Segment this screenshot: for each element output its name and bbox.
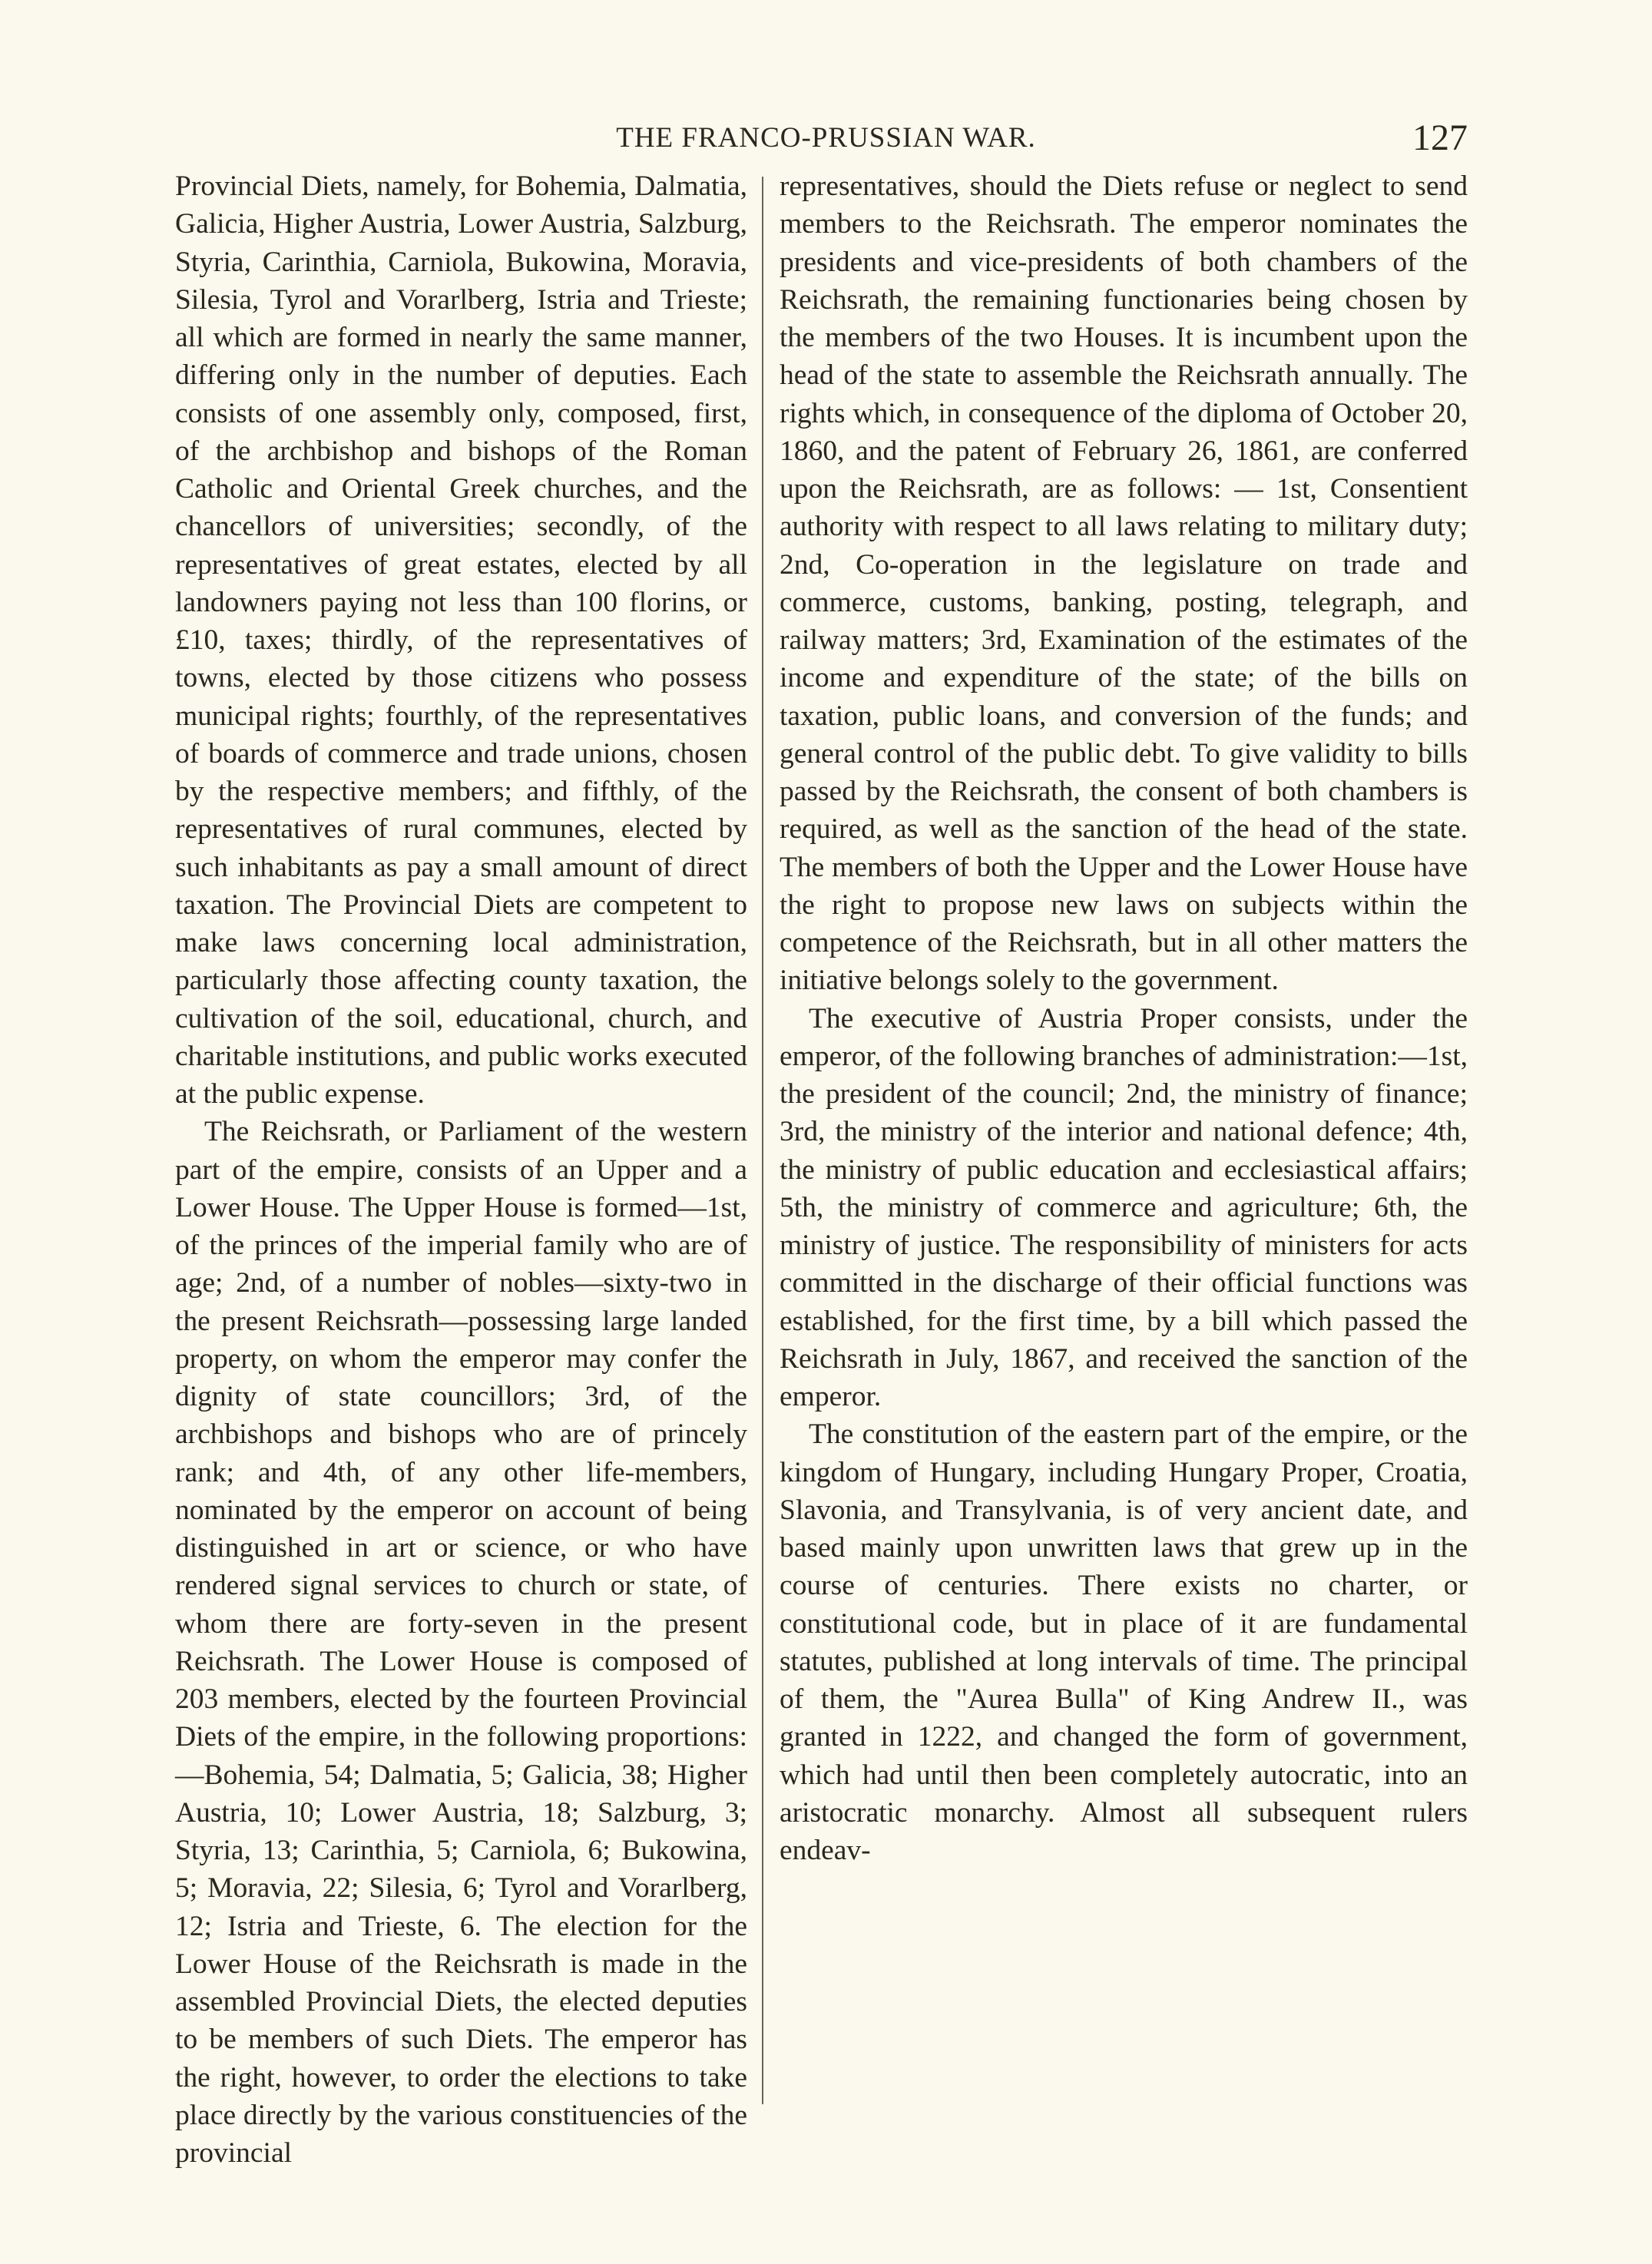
column-divider [762, 177, 763, 2104]
left-paragraph-2: The Reichsrath, or Parliament of the western part of the empire, consists of an Upper and a Lower House. The Upper House is formed—1st, of the princes of the imperial family who are of age; 2nd, of a number of nobles—sixty-two in the present Reichsrath—possessing large landed property, on whom the emperor may confer the dignity of state councillors; 3rd, of the archbishops and bishops who are of princely rank; and 4th, of any other life-members, nominated by the emperor on account of being distinguished in art or science, or who have rendered signal services to church or state, of whom there are forty-seven in the present Reichsrath. The Lower House is composed of 203 members, elected by the fourteen Provincial Diets of the empire, in the following proportions:—Bohemia, 54; Dalmatia, 5; Galicia, 38; Higher Austria, 10; Lower Austria, 18; Salzburg, 3; Styria, 13; Carinthia, 5; Carniola, 6; Bukowina, 5; Moravia, 22; Silesia, 6; Tyrol and Vorarlberg, 12; Istria and Trieste, 6. The election for the Lower House of the Reichsrath is made in the assembled Provincial Diets, the elected deputies to be members of such Diets. The emperor has the right, however, to order the elections to take place directly by the various constituencies of the provincial [175, 1116, 747, 2169]
page-number: 127 [1412, 118, 1468, 158]
left-column [175, 167, 747, 2172]
left-paragraph-1: Provincial Diets, namely, for Bohemia, Dalmatia, Galicia, Higher Austria, Lower Austria, Salzburg, Styria, Carinthia, Carniola, Bukowina, Moravia, Silesia, Tyrol and Vorarlberg, Istria and Trieste; all which are formed in nearly the same manner, differing only in the number of deputies. Each consists of one assembly only, composed, first, of the archbishop and bishops of the Roman Catholic and Oriental Greek churches, and the chancellors of universities; secondly, of the representatives of great estates, elected by all landowners paying not less than 100 florins, or £10, taxes; thirdly, of the representatives of towns, elected by those citizens who possess municipal rights; fourthly, of the representatives of boards of commerce and trade unions, chosen by the respective members; and fifthly, of the representatives of rural communes, elected by such inhabitants as pay a small amount of direct taxation. The Provincial Diets are competent to make laws concerning local administration, particularly those affecting county taxation, the cultivation of the soil, educational, church, and charitable institutions, and public works executed at the public expense. [175, 170, 747, 1110]
right-paragraph-1: representatives, should the Diets refuse or neglect to send members to the Reichsrath. The emperor nominates the presidents and vice-presidents of both chambers of the Reichsrath, the remaining functionaries being chosen by the members of the two Houses. It is incumbent upon the head of the state to assemble the Reichsrath annually. The rights which, in consequence of the diploma of October 20, 1860, and the patent of February 26, 1861, are conferred upon the Reichsrath, are as follows: — 1st, Consentient authority with respect to all laws relating to military duty; 2nd, Co-operation in the legislature on trade and commerce, customs, banking, posting, telegraph, and railway matters; 3rd, Examination of the estimates of the income and expenditure of the state; of the bills on taxation, public loans, and conversion of the funds; and general control of the public debt. To give validity to bills passed by the Reichsrath, the consent of both chambers is required, as well as the sanction of the head of the state. The members of both the Upper and the Lower House have the right to propose new laws on subjects within the competence of the Reichsrath, but in all other matters the initiative belongs solely to the government. [780, 170, 1468, 997]
right-column [780, 167, 1468, 1869]
right-paragraph-3: The constitution of the eastern part of the empire, or the kingdom of Hungary, including Hungary Proper, Croatia, Slavonia, and Transylvania, is of very ancient date, and based mainly upon unwritten laws that grew up in the course of centuries. There exists no charter, or constitutional code, but in place of it are fundamental statutes, published at long intervals of time. The principal of them, the "Aurea Bulla" of King Andrew II., was granted in 1222, and changed the form of government, which had until then been completely autocratic, into an aristocratic monarchy. Almost all subsequent rulers endeav- [780, 1418, 1468, 1866]
running-title: THE FRANCO-PRUSSIAN WAR. [616, 122, 1036, 154]
right-paragraph-2: The executive of Austria Proper consists, under the emperor, of the following branches of administration:—1st, the president of the council; 2nd, the ministry of finance; 3rd, the ministry of the interior and national defence; 4th, the ministry of public education and ecclesiastical affairs; 5th, the ministry of commerce and agriculture; 6th, the ministry of justice. The responsibility of ministers for acts committed in the discharge of their official functions was established, for the first time, by a bill which passed the Reichsrath in July, 1867, and received the sanction of the emperor. [780, 1002, 1468, 1412]
